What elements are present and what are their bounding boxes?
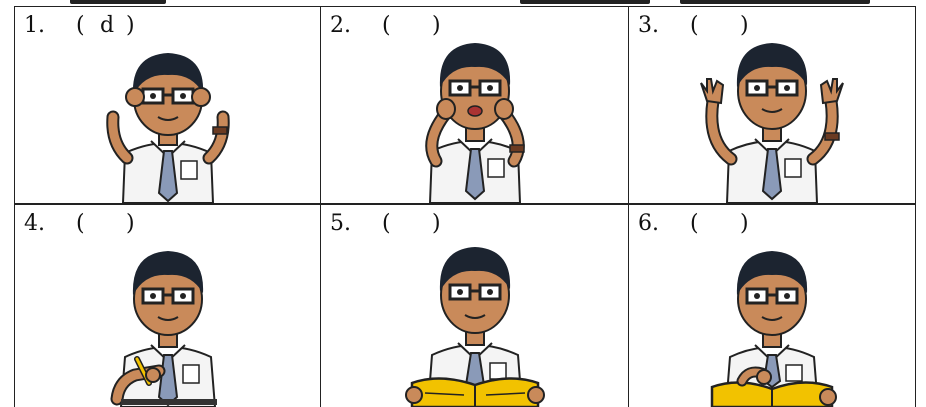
item-number: 5. (330, 211, 351, 236)
close-paren: ) (432, 211, 441, 236)
top-bar-3 (680, 0, 870, 4)
open-paren: ( (76, 13, 85, 38)
table-cell-4 (14, 204, 320, 407)
item-number: 3. (638, 13, 659, 38)
boy-adjusting-glasses-illustration (73, 33, 263, 203)
item-number: 1. (24, 13, 45, 38)
close-paren: ) (740, 211, 749, 236)
top-bar-2 (520, 0, 650, 4)
close-paren: ) (740, 13, 749, 38)
table-cell-6 (628, 204, 916, 407)
item-number: 2. (330, 13, 351, 38)
pose-matching-table (14, 6, 916, 407)
close-paren: ) (432, 13, 441, 38)
open-paren: ( (690, 13, 699, 38)
item-number: 4. (24, 211, 45, 236)
table-cell-5 (320, 204, 628, 407)
close-paren: ) (126, 211, 135, 236)
table-cell-1 (14, 6, 320, 204)
boy-hands-on-cheeks-illustration (380, 21, 570, 203)
open-paren: ( (76, 211, 85, 236)
boy-writing-with-pencil-illustration (73, 231, 263, 407)
answer-field[interactable]: d (99, 13, 115, 38)
open-paren: ( (382, 211, 391, 236)
table-cell-3 (628, 6, 916, 204)
boy-holding-book-illustration (380, 225, 570, 407)
item-number: 6. (638, 211, 659, 236)
table-cell-2 (320, 6, 628, 204)
boy-hands-behind-ears-illustration (677, 21, 867, 203)
boy-reading-book-illustration (682, 231, 862, 407)
open-paren: ( (382, 13, 391, 38)
close-paren: ) (126, 13, 135, 38)
top-bar-1 (70, 0, 166, 4)
open-paren: ( (690, 211, 699, 236)
